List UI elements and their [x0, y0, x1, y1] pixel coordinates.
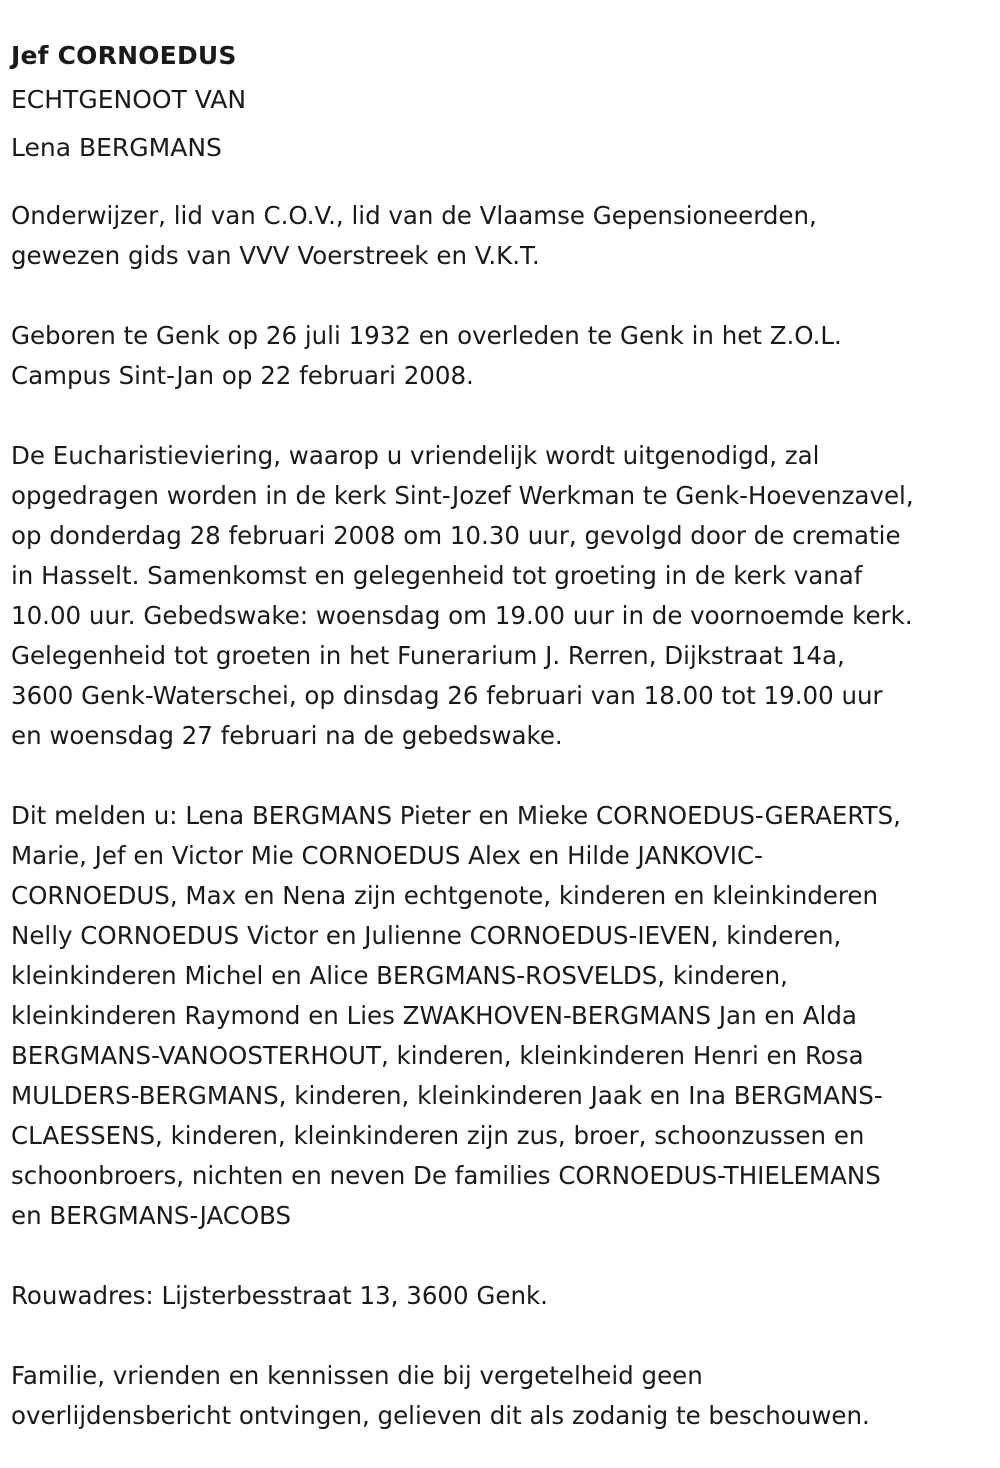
- occupation-paragraph: Onderwijzer, lid van C.O.V., lid van de Vlaamse Gepensioneerden, gewezen gids van VVV Voerstreek en V.K.T.: [11, 201, 817, 270]
- ceremony-paragraph: De Eucharistieviering, waarop u vriendelijk wordt uitgenodigd, zal opgedragen worden in de kerk Sint-Jozef Werkman te Genk-Hoevenzavel, op donderdag 28 februari 2008 om 10.30 uur, gevolgd door de crematie in Hasselt. Samenkomst en gelegenheid tot groeting in de kerk vanaf 10.00 uur. Gebedswake: woensdag om 19.00 uur in de voornoemde kerk. Gelegenheid tot groeten in het Funerarium J. Rerren, Dijkstraat 14a, 3600 Genk-Waterschei, op dinsdag 26 februari van 18.00 tot 19.00 uur en woensdag 27 februari na de gebedswake.: [11, 441, 914, 750]
- obituary-notice: [11, 36, 986, 1436]
- announcers-paragraph: Dit melden u: Lena BERGMANS Pieter en Mieke CORNOEDUS-GERAERTS, Marie, Jef en Victor Mie CORNOEDUS Alex en Hilde JANKOVIC- CORNOEDUS, Max en Nena zijn echtgenote, kinderen en kleinkinderen Nelly CORNOEDUS Victor en Julienne CORNOEDUS-IEVEN, kinderen, kleinkinderen Michel en Alice BERGMANS-ROSVELDS, kinderen, kleinkinderen Raymond en Lies ZWAKHOVEN-BERGMANS Jan en Alda BERGMANS-VANOOSTERHOUT, kinderen, kleinkinderen Henri en Rosa MULDERS-BERGMANS, kinderen, kleinkinderen Jaak en Ina BERGMANS- CLAESSENS, kinderen, kleinkinderen zijn zus, broer, schoonzussen en schoonbroers, nichten en neven De families CORNOEDUS-THIELEMANS en BERGMANS-JACOBS: [11, 801, 901, 1230]
- spouse-name: Lena BERGMANS: [11, 133, 222, 162]
- deceased-name: Jef CORNOEDUS: [11, 41, 237, 70]
- closing-paragraph: Familie, vrienden en kennissen die bij vergetelheid geen overlijdensbericht ontvingen, gelieven dit als zodanig te beschouwen.: [11, 1361, 870, 1430]
- birth-death-paragraph: Geboren te Genk op 26 juli 1932 en overleden te Genk in het Z.O.L. Campus Sint-Jan op 22 februari 2008.: [11, 321, 842, 390]
- address-paragraph: Rouwadres: Lijsterbesstraat 13, 3600 Genk.: [11, 1281, 548, 1310]
- relation-label: ECHTGENOOT VAN: [11, 85, 247, 114]
